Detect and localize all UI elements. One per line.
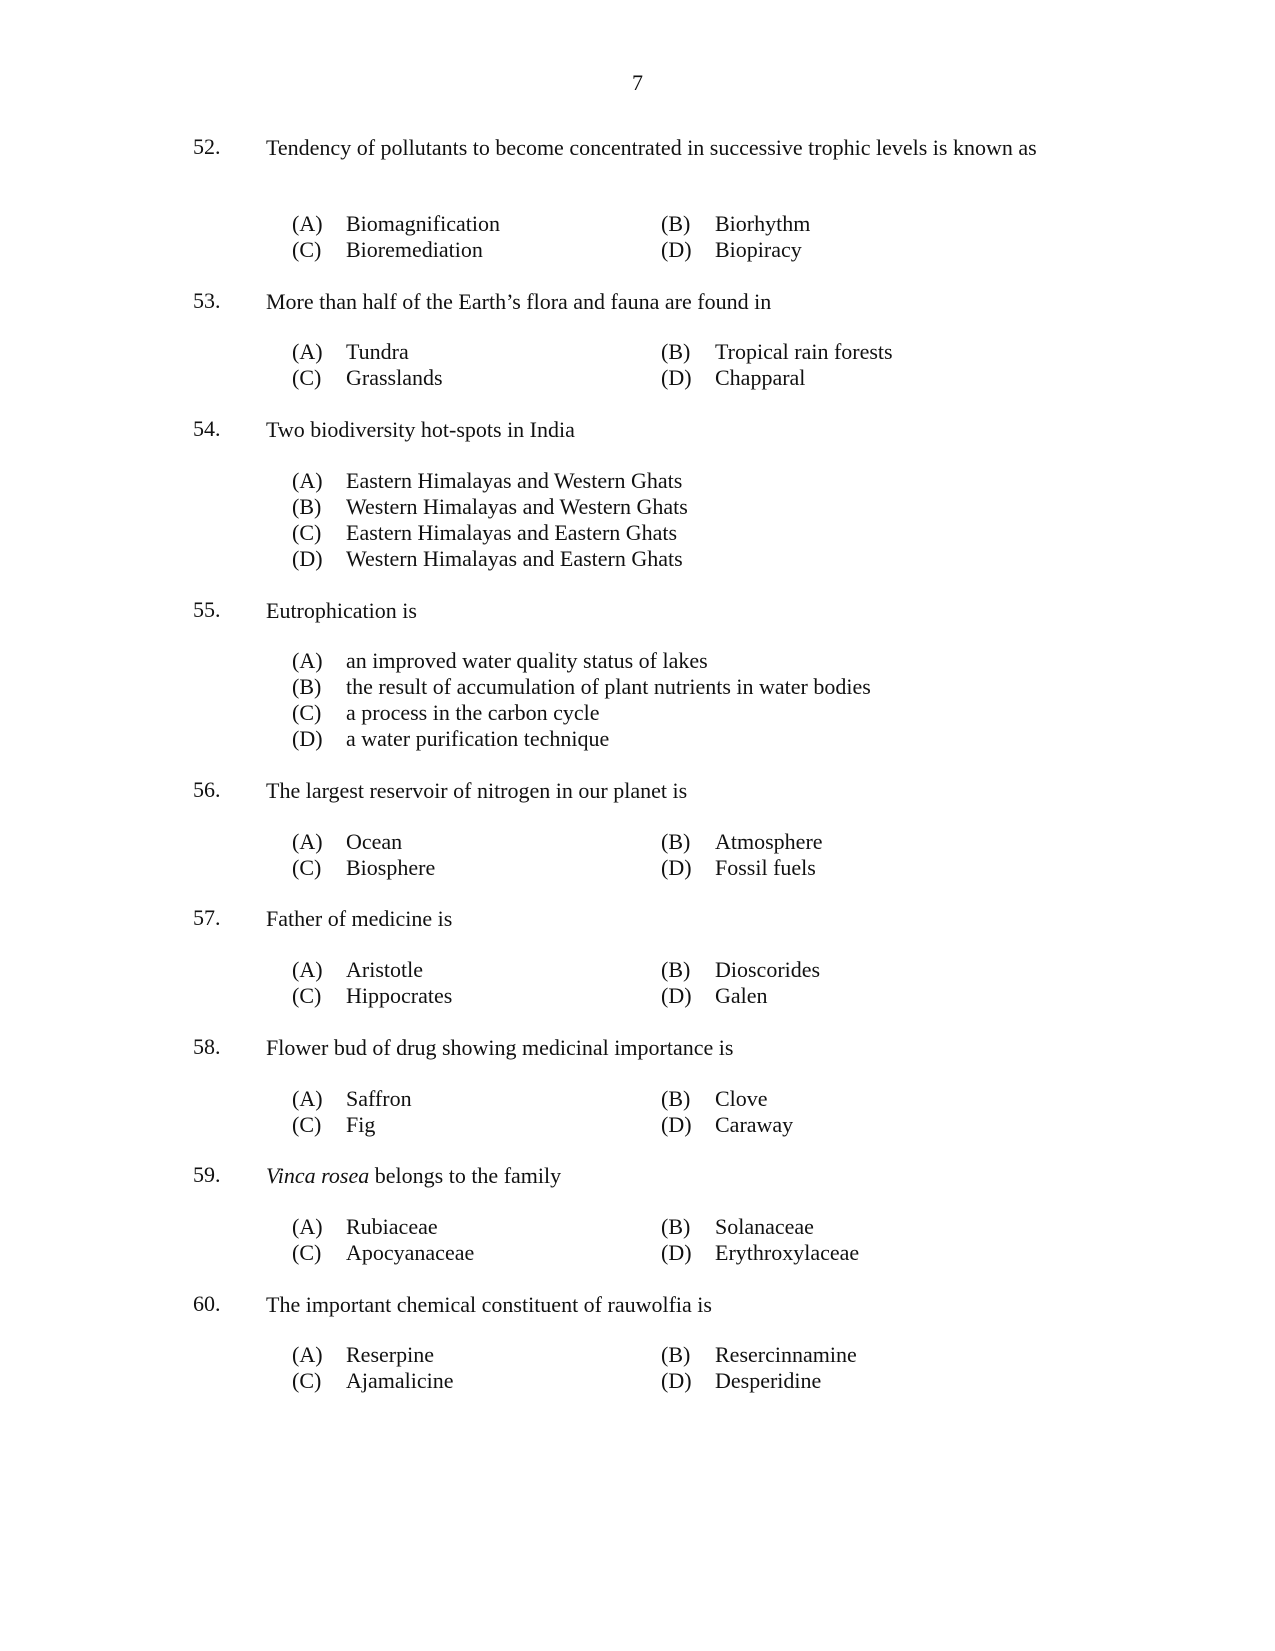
option-text: Eastern Himalayas and Eastern Ghats: [346, 520, 678, 545]
option-letter: (C): [292, 1368, 322, 1393]
option-text: Biosphere: [346, 855, 436, 880]
option-text: Tundra: [346, 339, 409, 364]
option-letter: (A): [292, 339, 323, 364]
option-letter: (D): [661, 1112, 692, 1137]
option-text: a process in the carbon cycle: [346, 700, 600, 725]
question-number: 56.: [193, 777, 221, 802]
question-text: Tendency of pollutants to become concentrated in successive trophic levels is known as: [266, 135, 1037, 160]
option-text: an improved water quality status of lakes: [346, 648, 708, 673]
option-text: Dioscorides: [715, 957, 821, 982]
option-text: Aristotle: [346, 957, 423, 982]
option-text: the result of accumulation of plant nutrients in water bodies: [346, 674, 871, 699]
question-number: 52.: [193, 134, 221, 159]
option-letter: (D): [661, 855, 692, 880]
question-text: Father of medicine is: [266, 906, 453, 931]
option-text: Fossil fuels: [715, 855, 816, 880]
option-text: Biomagnification: [346, 211, 500, 236]
species-name: Vinca rosea: [266, 1163, 370, 1188]
option-letter: (C): [292, 700, 322, 725]
option-text: Saffron: [346, 1086, 412, 1111]
option-letter: (A): [292, 1086, 323, 1111]
question-number: 58.: [193, 1034, 221, 1059]
option-text: Chapparal: [715, 365, 806, 390]
option-letter: (B): [661, 829, 691, 854]
option-letter: (A): [292, 1342, 323, 1367]
question-text: The largest reservoir of nitrogen in our planet is: [266, 778, 688, 803]
question-number: 59.: [193, 1162, 221, 1187]
option-letter: (B): [661, 1086, 691, 1111]
option-text: Western Himalayas and Western Ghats: [346, 494, 688, 519]
option-letter: (B): [292, 674, 322, 699]
option-text: Bioremediation: [346, 237, 483, 262]
question-text: Two biodiversity hot-spots in India: [266, 417, 575, 442]
option-letter: (B): [661, 339, 691, 364]
option-text: Apocyanaceae: [346, 1240, 475, 1265]
option-letter: (A): [292, 829, 323, 854]
option-text: Reserpine: [346, 1342, 434, 1367]
option-text: Galen: [715, 983, 768, 1008]
option-letter: (A): [292, 468, 323, 493]
question-text: Eutrophication is: [266, 598, 417, 623]
option-text: Solanaceae: [715, 1214, 814, 1239]
question-number: 55.: [193, 597, 221, 622]
question-text: Flower bud of drug showing medicinal importance is: [266, 1035, 734, 1060]
option-text: Erythroxylaceae: [715, 1240, 860, 1265]
question-number: 53.: [193, 288, 221, 313]
option-letter: (C): [292, 1240, 322, 1265]
option-letter: (B): [292, 494, 322, 519]
question-number: 57.: [193, 905, 221, 930]
option-letter: (D): [661, 365, 692, 390]
option-text: Clove: [715, 1086, 768, 1111]
question-text: [266, 1162, 1086, 1189]
option-text: Western Himalayas and Eastern Ghats: [346, 546, 683, 571]
option-text: Caraway: [715, 1112, 794, 1137]
option-letter: (B): [661, 957, 691, 982]
option-text: Eastern Himalayas and Western Ghats: [346, 468, 683, 493]
option-letter: (B): [661, 1214, 691, 1239]
question-number: 54.: [193, 416, 221, 441]
option-letter: (C): [292, 1112, 322, 1137]
option-text: Resercinnamine: [715, 1342, 857, 1367]
option-letter: (C): [292, 365, 322, 390]
question-text-rest: belongs to the family: [369, 1163, 562, 1188]
option-letter: (C): [292, 855, 322, 880]
option-text: Hippocrates: [346, 983, 453, 1008]
question-text: More than half of the Earth’s flora and fauna are found in: [266, 289, 772, 314]
option-letter: (C): [292, 237, 322, 262]
page-number: 7: [632, 70, 643, 95]
option-text: Rubiaceae: [346, 1214, 438, 1239]
option-text: Biopiracy: [715, 237, 802, 262]
option-letter: (D): [661, 237, 692, 262]
option-letter: (D): [661, 983, 692, 1008]
option-text: a water purification technique: [346, 726, 610, 751]
option-text: Atmosphere: [715, 829, 823, 854]
option-text: Ocean: [346, 829, 403, 854]
option-text: Ajamalicine: [346, 1368, 454, 1393]
question-text: The important chemical constituent of rauwolfia is: [266, 1292, 712, 1317]
option-letter: (D): [661, 1368, 692, 1393]
option-letter: (A): [292, 957, 323, 982]
option-letter: (B): [661, 1342, 691, 1367]
option-letter: (A): [292, 211, 323, 236]
option-letter: (B): [661, 211, 691, 236]
option-letter: (D): [661, 1240, 692, 1265]
option-letter: (A): [292, 1214, 323, 1239]
option-letter: (C): [292, 983, 322, 1008]
option-text: Fig: [346, 1112, 376, 1137]
option-text: Grasslands: [346, 365, 443, 390]
option-text: Biorhythm: [715, 211, 811, 236]
option-letter: (D): [292, 726, 323, 751]
option-text: Desperidine: [715, 1368, 822, 1393]
option-text: Tropical rain forests: [715, 339, 893, 364]
question-number: 60.: [193, 1291, 221, 1316]
option-letter: (D): [292, 546, 323, 571]
option-letter: (A): [292, 648, 323, 673]
option-letter: (C): [292, 520, 322, 545]
